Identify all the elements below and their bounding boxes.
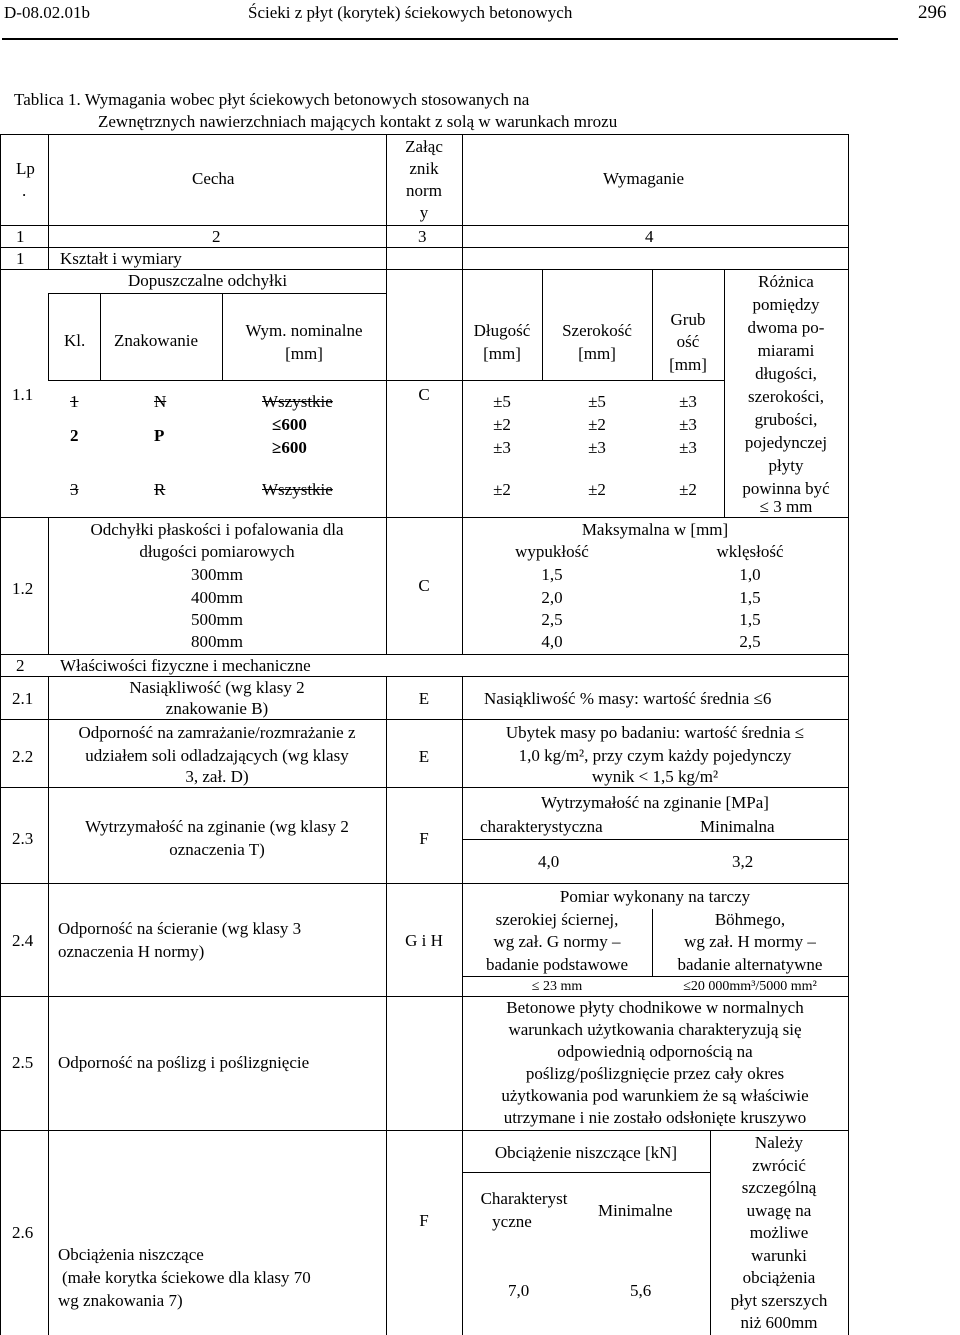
class-2-width-a: ±2 — [588, 415, 606, 434]
difference-note-10: powinna być — [742, 479, 830, 498]
col-thickness-1: Grub — [670, 310, 706, 329]
row-2-3-value-char: 4,0 — [538, 852, 560, 871]
row-2-6-head: Obciążenie niszczące [kN] — [494, 1143, 678, 1162]
header-col-2: 2 — [212, 227, 221, 246]
row-2-2-req-1: Ubytek masy po badaniu: wartość średnia ≤ — [505, 723, 805, 742]
row-2-3-cecha-2: oznaczenia T) — [169, 840, 265, 859]
concavity-500: 1,5 — [739, 610, 761, 629]
class-1-thickness: ±3 — [679, 392, 697, 411]
col-width-2: [mm] — [578, 344, 616, 363]
row-2-6-value-min: 5,6 — [630, 1281, 652, 1300]
row-1-2-num: 1.2 — [12, 579, 34, 598]
section-1-title: Kształt i wymiary — [60, 249, 182, 268]
row-2-6-note-8: płyt szerszych — [730, 1291, 828, 1310]
allowed-deviations-label: Dopuszczalne odchyłki — [128, 271, 288, 290]
row-2-4-bohme-3: badanie alternatywne — [677, 955, 823, 974]
convexity-400: 2,0 — [541, 588, 563, 607]
row-2-6-minimum: Minimalne — [598, 1201, 673, 1220]
doc-title: Ścieki z płyt (korytek) ściekowych betonowych — [248, 3, 573, 22]
row-2-1-requirement: Nasiąkliwość % masy: wartość średnia ≤6 — [484, 689, 772, 708]
class-2-length-b: ±3 — [493, 438, 511, 457]
section-2-num: 2 — [16, 656, 25, 675]
row-1-1-annex: C — [418, 385, 430, 404]
difference-note-8: pojedynczej — [744, 433, 828, 452]
difference-note-4: miarami — [757, 341, 815, 360]
row-2-1-annex: E — [418, 689, 430, 708]
row-2-1-cecha-1: Nasiąkliwość (wg klasy 2 — [129, 678, 305, 697]
header-col-4: 4 — [645, 227, 654, 246]
row-2-5-req-2: warunkach użytkowania charakteryzują się — [508, 1020, 802, 1039]
row-2-6-annex: F — [419, 1211, 429, 1230]
row-2-6-note-7: obciążenia — [742, 1268, 816, 1287]
class-3-thickness: ±2 — [679, 480, 697, 499]
class-3-marking: R — [154, 480, 166, 499]
class-2-marking: P — [154, 426, 165, 445]
col-nominal-1: Wym. nominalne — [245, 321, 363, 340]
class-3-num: 3 — [70, 480, 79, 499]
header-zalacznik-4: y — [419, 203, 429, 222]
row-2-6-cecha-2: (małe korytka ściekowe dla klasy 70 — [62, 1268, 311, 1287]
row-2-5-num: 2.5 — [12, 1053, 34, 1072]
header-zalacznik-3: norm — [406, 181, 442, 200]
class-2-nominal-b: ≥600 — [272, 438, 307, 457]
class-3-width: ±2 — [588, 480, 606, 499]
row-2-3-characteristic: charakterystyczna — [480, 817, 603, 836]
row-2-6-note-9: niż 600mm — [740, 1313, 818, 1332]
row-2-3-head: Wytrzymałość na zginanie [MPa] — [541, 793, 769, 812]
header-cecha: Cecha — [192, 169, 235, 188]
length-800: 800mm — [191, 632, 243, 651]
row-2-4-cecha-1: Odporność na ścieranie (wg klasy 3 — [58, 919, 302, 938]
class-1-num: 1 — [70, 392, 79, 411]
row-2-4-wide-2: wg zał. G normy – — [493, 932, 621, 951]
length-300: 300mm — [191, 565, 243, 584]
difference-note-6: szerokości, — [747, 387, 824, 406]
table-caption-line2: Zewnętrznych nawierzchniach mających kontakt z solą w warunkach mrozu — [98, 112, 618, 131]
class-2-nominal-a: ≤600 — [272, 415, 307, 434]
row-2-2-num: 2.2 — [12, 747, 34, 766]
col-length-2: [mm] — [483, 344, 521, 363]
col-nominal-2: [mm] — [285, 344, 323, 363]
row-2-2-cecha-3: 3, zał. D) — [185, 767, 249, 786]
row-2-2-annex: E — [418, 747, 430, 766]
class-3-nominal: Wszystkie — [262, 480, 333, 499]
row-2-4-bohme-1: Böhmego, — [714, 910, 786, 929]
concavity-300: 1,0 — [739, 565, 761, 584]
row-2-2-cecha-2: udziałem soli odladzających (wg klasy — [85, 746, 349, 765]
class-2-length-a: ±2 — [493, 415, 511, 434]
row-1-2-annex: C — [418, 576, 430, 595]
row-2-4-cecha-2: oznaczenia H normy) — [58, 942, 205, 961]
class-1-length: ±5 — [493, 392, 511, 411]
row-2-6-char-1: Charakteryst — [480, 1189, 568, 1208]
difference-note-3: dwoma po- — [747, 318, 825, 337]
class-2-thickness-a: ±3 — [679, 415, 697, 434]
row-1-2-cecha-1: Odchyłki płaskości i pofalowania dla — [90, 520, 344, 539]
page-number: 296 — [918, 2, 947, 23]
class-2-width-b: ±3 — [588, 438, 606, 457]
col-length-1: Długość — [473, 321, 531, 340]
row-2-3-value-min: 3,2 — [732, 852, 754, 871]
concavity-label: wklęsłość — [716, 542, 784, 561]
concavity-800: 2,5 — [739, 632, 761, 651]
difference-note-9: płyty — [768, 456, 804, 475]
row-2-6-note-1: Należy — [754, 1133, 804, 1152]
class-2-thickness-b: ±3 — [679, 438, 697, 457]
row-1-2-cecha-2: długości pomiarowych — [139, 542, 295, 561]
convexity-label: wypukłość — [515, 542, 589, 561]
row-2-6-num: 2.6 — [12, 1223, 34, 1242]
difference-note-7: grubości, — [754, 410, 818, 429]
difference-note-11: ≤ 3 mm — [759, 497, 813, 516]
row-2-5-cecha: Odporność na poślizg i poślizgnięcie — [58, 1053, 310, 1072]
section-1-num: 1 — [16, 249, 25, 268]
row-2-4-wide-1: szerokiej ściernej, — [495, 910, 619, 929]
row-2-4-value-wide: ≤ 23 mm — [531, 979, 583, 994]
row-2-1-cecha-2: znakowanie B) — [165, 699, 269, 718]
row-2-5-req-1: Betonowe płyty chodnikowe w normalnych — [506, 998, 804, 1017]
row-2-6-note-4: uwagę na — [746, 1201, 812, 1220]
row-2-2-req-2: 1,0 kg/m², przy czym każdy pojedynczy — [518, 746, 792, 765]
concavity-400: 1,5 — [739, 588, 761, 607]
difference-note-2: pomiędzy — [752, 295, 820, 314]
convexity-800: 4,0 — [541, 632, 563, 651]
class-1-nominal: Wszystkie — [262, 392, 333, 411]
row-2-6-note-3: szczególną — [741, 1178, 817, 1197]
table-caption-line1: Tablica 1. Wymagania wobec płyt ściekowych betonowych stosowanych na — [14, 90, 530, 109]
convexity-300: 1,5 — [541, 565, 563, 584]
length-500: 500mm — [191, 610, 243, 629]
row-2-4-wide-3: badanie podstawowe — [485, 955, 629, 974]
row-2-6-note-2: zwrócić — [752, 1156, 806, 1175]
row-2-5-req-5: użytkowania pod warunkiem że są właściwie — [501, 1086, 809, 1105]
row-2-3-cecha-1: Wytrzymałość na zginanie (wg klasy 2 — [85, 817, 349, 836]
header-rule — [2, 38, 898, 40]
header-zalacznik-2: znik — [409, 159, 439, 178]
row-2-2-req-3: wynik < 1,5 kg/m² — [591, 767, 719, 786]
row-2-6-cecha-3: wg znakowania 7) — [58, 1291, 183, 1310]
row-2-4-head: Pomiar wykonany na tarczy — [559, 887, 751, 906]
convexity-500: 2,5 — [541, 610, 563, 629]
max-label: Maksymalna w [mm] — [581, 520, 729, 539]
doc-code: D-08.02.01b — [4, 3, 90, 22]
row-2-4-value-bohme: ≤20 000mm³/5000 mm² — [683, 979, 817, 994]
row-2-2-cecha-1: Odporność na zamrażanie/rozmrażanie z — [78, 723, 356, 742]
header-zalacznik-1: Załąc — [405, 137, 443, 156]
col-thickness-3: [mm] — [669, 355, 707, 374]
row-2-3-annex: F — [419, 829, 429, 848]
row-2-6-cecha-1: Obciążenia niszczące — [58, 1245, 204, 1264]
row-2-5-req-3: odpowiednią odpornością na — [557, 1042, 753, 1061]
row-2-6-note-5: możliwe — [749, 1223, 809, 1242]
difference-note-1: Różnica — [758, 272, 814, 291]
row-2-6-value-char: 7,0 — [508, 1281, 530, 1300]
col-width-1: Szerokość — [562, 321, 632, 340]
class-3-length: ±2 — [493, 480, 511, 499]
row-2-4-annex: G i H — [405, 931, 443, 950]
row-2-3-num: 2.3 — [12, 829, 34, 848]
difference-note-5: długości, — [755, 364, 817, 383]
row-2-5-req-6: utrzymane i nie zostało odsłonięte kruszywo — [503, 1108, 807, 1127]
class-1-width: ±5 — [588, 392, 606, 411]
col-thickness-2: ość — [676, 332, 700, 351]
header-wymaganie: Wymaganie — [603, 169, 685, 188]
header-col-1: 1 — [16, 227, 25, 246]
row-2-5-req-4: poślizg/poślizgnięcie przez cały okres — [525, 1064, 785, 1083]
row-1-1-num: 1.1 — [12, 385, 34, 404]
row-2-4-num: 2.4 — [12, 931, 34, 950]
col-class: Kl. — [64, 331, 86, 350]
header-lp-dot: . — [22, 181, 27, 200]
row-2-6-note-6: warunki — [751, 1246, 807, 1265]
row-2-1-num: 2.1 — [12, 689, 34, 708]
row-2-4-bohme-2: wg zał. H mormy – — [684, 932, 816, 951]
length-400: 400mm — [191, 588, 243, 607]
class-1-marking: N — [154, 392, 167, 411]
header-col-3: 3 — [418, 227, 427, 246]
header-lp: Lp — [16, 159, 35, 178]
row-2-3-minimum: Minimalna — [700, 817, 775, 836]
col-marking: Znakowanie — [114, 331, 199, 350]
row-2-6-char-2: yczne — [492, 1212, 532, 1231]
class-2-num: 2 — [70, 426, 79, 445]
section-2-title: Właściwości fizyczne i mechaniczne — [60, 656, 311, 675]
